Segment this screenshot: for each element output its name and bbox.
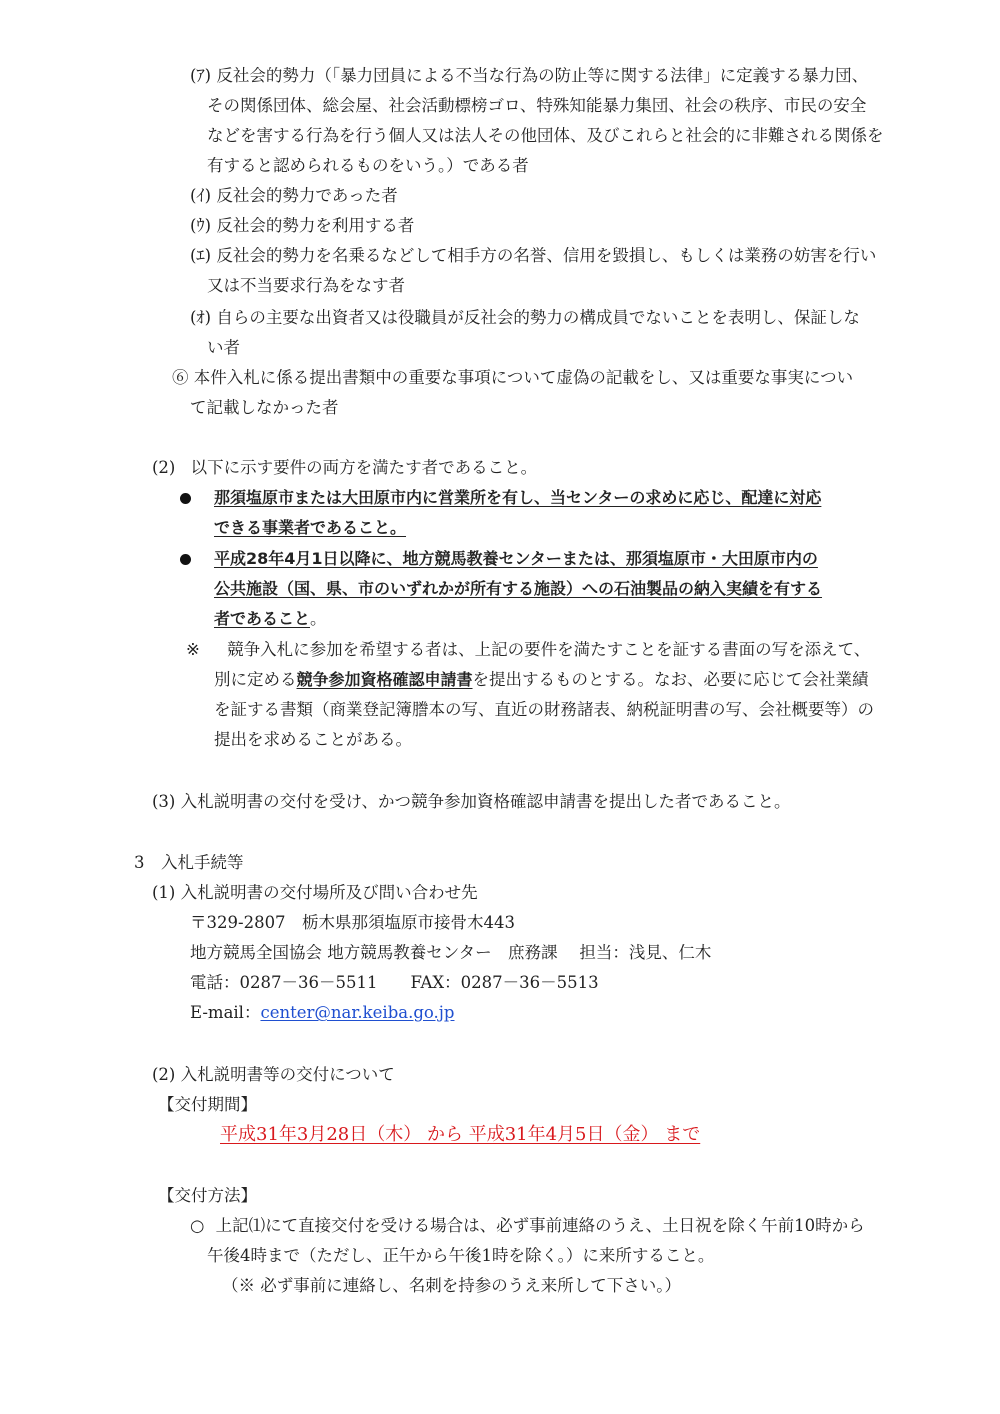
item-c-marker: (ｳ) (190, 216, 212, 235)
note-line-1: ※ 競争入札に参加を希望する者は、上記の要件を満たすことを証する書面の写を添えて、 (186, 640, 871, 659)
contact-marker: (1) (152, 883, 176, 902)
contact-heading: (1) 入札説明書の交付場所及び問い合わせ先 (152, 883, 478, 902)
section3-item: (3) 入札説明書の交付を受け、かつ競争参加資格確認申請書を提出した者であること。 (152, 792, 791, 811)
method-line-2: 午後4時まで（ただし、正午から午後1時を除く。）に来所すること。 (207, 1246, 715, 1265)
contact-organization: 地方競馬全国協会 地方競馬教養センター 庶務課 担当：浅見、仁木 (190, 943, 712, 962)
item-e-line-1: (ｵ) 自らの主要な出資者又は役職員が反社会的勢力の構成員でないことを表明し、保証しな (190, 308, 860, 327)
item-six-marker: ⑥ (172, 368, 189, 387)
note-line-4: 提出を求めることがある。 (214, 730, 412, 749)
section2-heading: (2) 以下に示す要件の両方を満たす者であること。 (152, 458, 538, 477)
bullet-2-icon (180, 554, 191, 565)
item-six-line-2: て記載しなかった者 (190, 398, 339, 417)
item-c: (ｳ) 反社会的勢力を利用する者 (190, 216, 415, 235)
item-b-marker: (ｲ) (190, 186, 212, 205)
item-a-line-4: 有すると認められるものをいう。）である者 (207, 156, 529, 175)
item-e-marker: (ｵ) (190, 308, 212, 327)
requirement-2-line-3: 者であること。 (214, 609, 327, 628)
note-marker: ※ (186, 640, 200, 659)
section2-marker: (2) (152, 458, 176, 477)
item-a-line-3: などを害する行為を行う個人又は法人その他団体、及びこれらと社会的に非難される関係を (207, 126, 884, 145)
note-line-2: 別に定める競争参加資格確認申請書を提出するものとする。なお、必要に応じて会社業績 (214, 670, 869, 689)
distribution-marker: (2) (152, 1065, 176, 1084)
chapter-3-title: 3 入札手続等 (134, 853, 244, 872)
requirement-1-line-2: できる事業者であること。 (214, 518, 407, 537)
item-a-marker: (ｱ) (190, 66, 212, 85)
period-dates: 平成31年3月28日（木） から 平成31年4月5日（金） まで (220, 1124, 701, 1145)
contact-phone-fax: 電話：0287－36－5511 FAX：0287－36－5513 (190, 973, 599, 992)
requirement-1-line-1: 那須塩原市または大田原市内に営業所を有し、当センターの求めに応じ、配達に対応 (214, 488, 822, 507)
email-link[interactable]: center@nar.keiba.go.jp (260, 1003, 455, 1022)
item-b: (ｲ) 反社会的勢力であった者 (190, 186, 398, 205)
contact-email-row: E-mail：center@nar.keiba.go.jp (190, 1003, 455, 1022)
item-d-line-1: (ｴ) 反社会的勢力を名乗るなどして相手方の名誉、信用を毀損し、もしくは業務の妨害を行い (190, 246, 877, 265)
item-a-line-1: (ｱ) 反社会的勢力（「暴力団員による不当な行為の防止等に関する法律」に定義する暴力団、 (190, 66, 869, 85)
method-line-1: ○ 上記⑴にて直接交付を受ける場合は、必ず事前連絡のうえ、土日祝を除く午前10時から (190, 1216, 865, 1235)
distribution-heading: (2) 入札説明書等の交付について (152, 1065, 395, 1084)
item-a-line-2: その関係団体、総会屋、社会活動標榜ゴロ、特殊知能暴力集団、社会の秩序、市民の安全 (207, 96, 867, 115)
item-six-line-1: ⑥ 本件入札に係る提出書類中の重要な事項について虚偽の記載をし、又は重要な事実につい (172, 368, 854, 387)
method-marker: ○ (190, 1216, 205, 1235)
contact-postal: 〒329-2807 栃木県那須塩原市接骨木443 (190, 913, 516, 932)
item-d-line-2: 又は不当要求行為をなす者 (207, 276, 405, 295)
method-label: 【交付方法】 (158, 1186, 257, 1205)
requirement-2-line-2: 公共施設（国、県、市のいずれかが所有する施設）への石油製品の納入実績を有する (214, 579, 823, 598)
method-note: （※ 必ず事前に連絡し、名刺を持参のうえ来所して下さい。） (222, 1276, 681, 1295)
bullet-1-icon (180, 493, 191, 504)
item-d-marker: (ｴ) (190, 246, 212, 265)
requirement-2-line-1: 平成28年4月1日以降に、地方競馬教養センターまたは、那須塩原市・大田原市内の (214, 549, 818, 568)
application-form-name: 競争参加資格確認申請書 (296, 670, 473, 689)
note-line-3: を証する書類（商業登記簿謄本の写、直近の財務諸表、納税証明書の写、会社概要等）の (214, 700, 874, 719)
period-label: 【交付期間】 (158, 1095, 257, 1114)
section3-marker: (3) (152, 792, 176, 811)
item-e-line-2: い者 (207, 338, 240, 357)
